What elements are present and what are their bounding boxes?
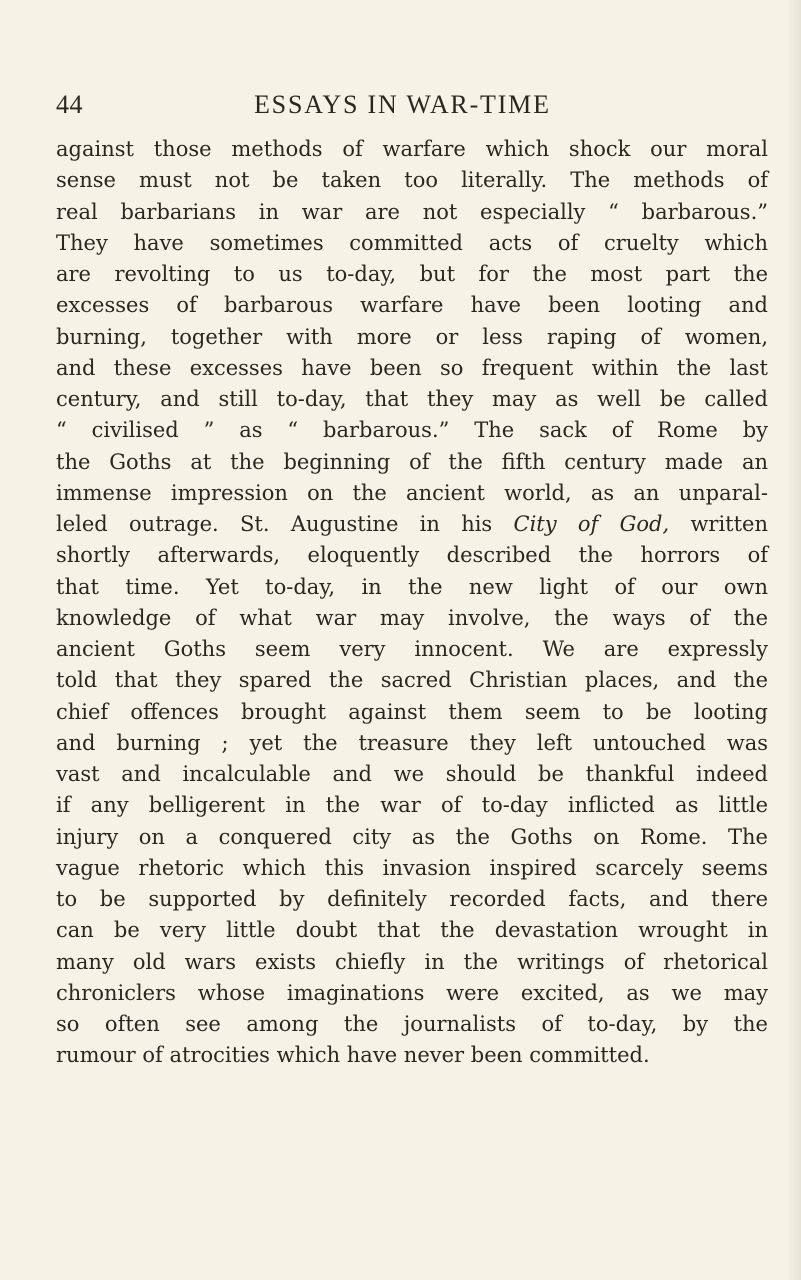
text-line: chief offences brought against them seem to be looting	[56, 699, 768, 724]
book-title-italic: City of God,	[513, 512, 670, 536]
text-line: vast and incalculable and we should be thankful indeed	[56, 762, 768, 786]
page-edge-shadow	[787, 0, 801, 1280]
running-head	[0, 86, 801, 126]
text-line: can be very little doubt that the devastation wrought in	[56, 918, 768, 943]
text-line: ancient Goths seem very innocent. We are expressly	[56, 637, 768, 661]
text-line: They have sometimes committed acts of cruelty which	[56, 230, 768, 255]
body-text	[56, 134, 768, 1072]
running-title: ESSAYS IN WAR-TIME	[254, 90, 551, 119]
text-line: rumour of atrocities which have never been committed.	[56, 1043, 650, 1068]
text-line: so often see among the journalists of to-day, by the	[56, 1012, 768, 1036]
text-line: many old wars exists chiefly in the writings of rhetorical	[56, 949, 768, 974]
text-line: shortly afterwards, eloquently described the horrors of	[56, 543, 768, 568]
text-line: that time. Yet to-day, in the new light of our own	[56, 574, 768, 599]
text-line: burning, together with more or less raping of women,	[56, 324, 768, 349]
text-line: are revolting to us to-day, but for the most part the	[56, 262, 768, 286]
text-line: knowledge of what war may involve, the ways of the	[56, 605, 768, 630]
text-line: against those methods of warfare which shock our moral	[56, 137, 768, 161]
text-line-with-italic	[56, 509, 768, 540]
text-line: vague rhetoric which this invasion inspired scarcely seems	[56, 855, 768, 880]
text-line: sense must not be taken too literally. The methods of	[56, 168, 768, 193]
text-line: the Goths at the beginning of the fifth century made an	[56, 449, 768, 474]
page-number: 44	[56, 90, 83, 119]
text-line: injury on a conquered city as the Goths on Rome. The	[56, 824, 768, 849]
text-line: to be supported by definitely recorded facts, and there	[56, 887, 768, 911]
text-line: century, and still to-day, that they may as well be called	[56, 387, 768, 411]
text-line: “ civilised ” as “ barbarous.” The sack of Rome by	[56, 418, 768, 443]
text-line: if any belligerent in the war of to-day inflicted as little	[56, 793, 768, 818]
text-line: and these excesses have been so frequent within the last	[56, 355, 768, 380]
text-line: told that they spared the sacred Christian places, and the	[56, 668, 768, 693]
text-line: excesses of barbarous warfare have been looting and	[56, 293, 768, 318]
text-line: real barbarians in war are not especially “ barbarous.”	[56, 199, 768, 224]
line-text-before: leled outrage. St. Augustine in his	[56, 512, 514, 536]
text-line: chroniclers whose imaginations were excited, as we may	[56, 980, 768, 1005]
text-line: and burning ; yet the treasure they left untouched was	[56, 730, 768, 755]
text-line: immense impression on the ancient world, as an unparal-	[56, 480, 768, 505]
line-text-after: written	[669, 512, 769, 536]
